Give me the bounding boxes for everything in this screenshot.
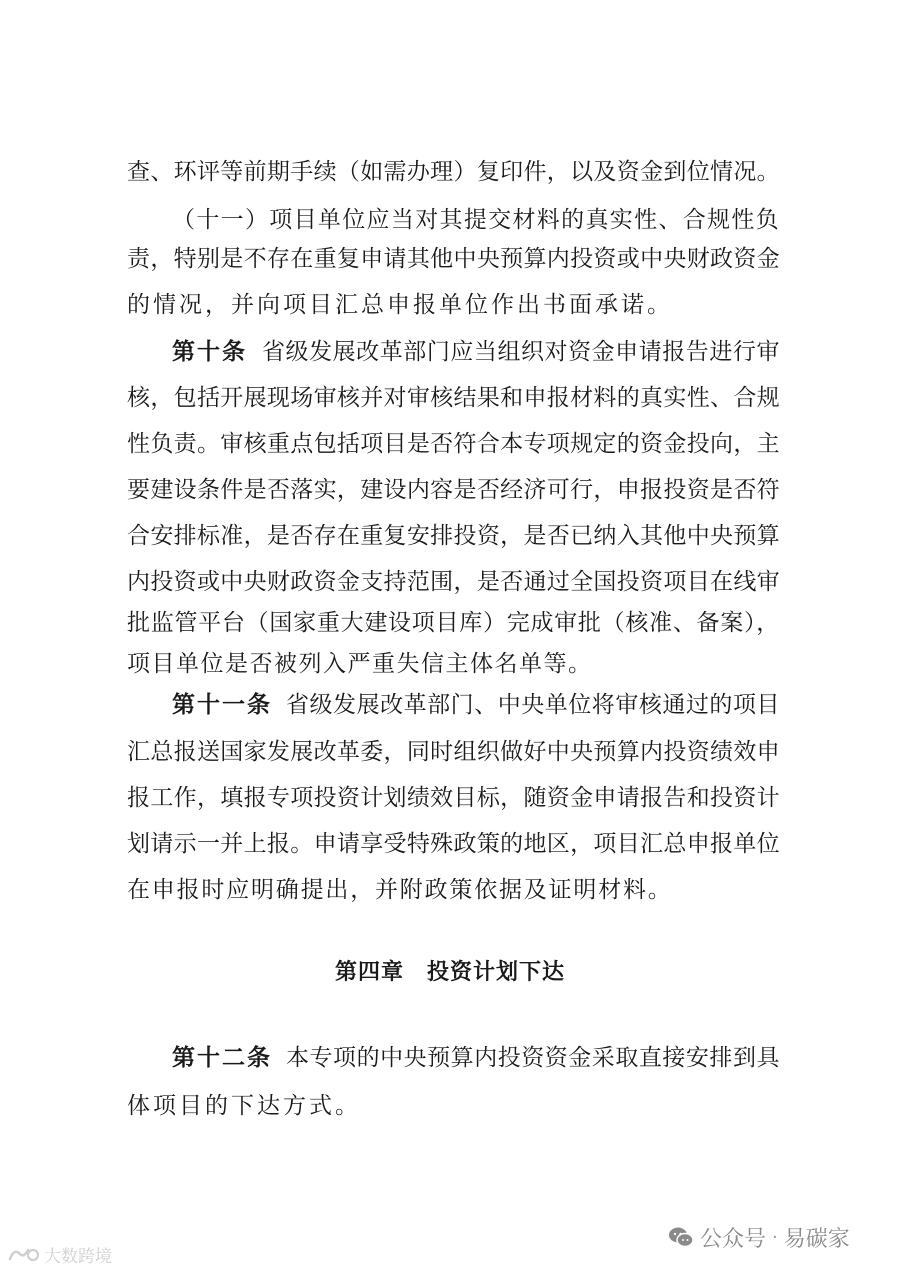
text-line: 汇总报送国家发展改革委，同时组织做好中央预算内投资绩效申 [127, 739, 780, 765]
brand-logo-icon [6, 1244, 40, 1264]
text-line: 本专项的中央预算内投资资金采取直接安排到具 [286, 1045, 780, 1071]
chapter-heading: 第四章 投资计划下达 [334, 960, 565, 985]
text-line: 体项目的下达方式。 [127, 1093, 361, 1119]
article-label: 第十二条 [172, 1045, 272, 1071]
text-line: 省级发展改革部门应当组织对资金申请报告进行审 [262, 339, 780, 365]
watermark-account-label: 公众号 [700, 1226, 767, 1252]
text-line: 报工作，填报专项投资计划绩效目标，随资金申请报告和投资计 [127, 785, 780, 811]
article-label: 第十条 [172, 339, 247, 365]
text-line: 合安排标准，是否存在重复安排投资，是否已纳入其他中央预算 [127, 523, 780, 549]
text-line: 内投资或中央财政资金支持范围，是否通过全国投资项目在线审 [127, 569, 780, 595]
text-line: 性负责。审核重点包括项目是否符合本专项规定的资金投向，主 [127, 431, 780, 457]
text-line: （十一）项目单位应当对其提交材料的真实性、合规性负 [172, 207, 780, 233]
text-line: 在申报时应明确提出，并附政策依据及证明材料。 [127, 877, 673, 903]
watermark-separator: · [772, 1226, 778, 1248]
article-label: 第十一条 [172, 692, 272, 718]
watermark-account-name: 易碳家 [783, 1226, 850, 1252]
text-line: 批监管平台（国家重大建设项目库）完成审批（核准、备案）， [127, 610, 780, 636]
watermark-left-text: 大数跨境 [44, 1246, 112, 1267]
text-line: 查、环评等前期手续（如需办理）复印件，以及资金到位情况。 [127, 159, 780, 185]
text-line: 省级发展改革部门、中央单位将审核通过的项目 [286, 692, 780, 718]
text-line: 责，特别是不存在重复申请其他中央预算内投资或中央财政资金 [127, 246, 780, 272]
wechat-icon [668, 1225, 694, 1249]
watermark-right [668, 1222, 850, 1252]
text-line: 的情况，并向项目汇总申报单位作出书面承诺。 [127, 292, 673, 318]
text-line: 核，包括开展现场审核并对审核结果和申报材料的真实性、合规 [127, 385, 780, 411]
text-line: 划请示一并上报。申请享受特殊政策的地区，项目汇总申报单位 [127, 831, 780, 857]
text-line: 要建设条件是否落实，建设内容是否经济可行，申报投资是否符 [127, 477, 780, 503]
text-line: 项目单位是否被列入严重失信主体名单等。 [127, 651, 593, 677]
watermark-left [6, 1242, 112, 1266]
